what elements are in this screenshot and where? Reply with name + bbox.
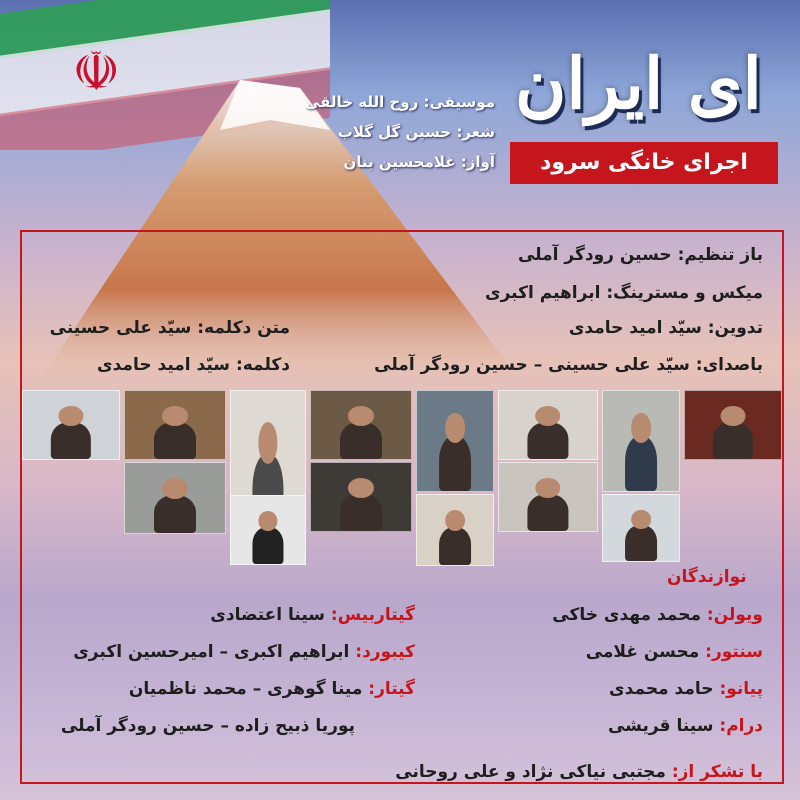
instrument-label: گیتار:: [368, 679, 415, 699]
credit-key: باصدای:: [695, 355, 763, 375]
flag-emblem-icon: ☫: [72, 40, 121, 103]
musician-guitar-2: [61, 716, 355, 736]
credit-value: روح الله خالقی: [304, 93, 419, 111]
musician-name: سینا اعتضادی: [210, 605, 325, 625]
credit-key: شعر:: [456, 123, 495, 141]
thanks-label: با تشکر از:: [671, 762, 763, 782]
instrument-label: درام:: [719, 716, 763, 736]
credit-editing: [569, 318, 763, 338]
credit-mixing: [485, 283, 763, 303]
credit-key: تدوین:: [707, 318, 763, 338]
credit-narration-text: [50, 318, 290, 338]
thanks-line: [395, 762, 763, 782]
instrument-label: کیبورد:: [355, 642, 415, 662]
credit-value: حسین گل گلاب: [337, 123, 452, 141]
credit-key: دکلمه:: [235, 355, 290, 375]
subtitle-banner: اجرای خانگی سرود: [510, 142, 778, 184]
musician-name: سینا قریشی: [607, 716, 714, 736]
instrument-label: پیانو:: [719, 679, 763, 699]
musician-name: ابراهیم اکبری – امیرحسین اکبری: [73, 642, 350, 662]
credit-value: سیّد امید حامدی: [97, 355, 231, 375]
musician-santour: [586, 642, 763, 662]
credit-key: متن دکلمه:: [197, 318, 290, 338]
credit-value: ابراهیم اکبری: [485, 283, 601, 303]
credit-narration: [97, 355, 290, 375]
musician-photo: [310, 462, 412, 532]
credit-vocals: [343, 153, 495, 171]
musician-name: پوریا ذبیح زاده – حسین رودگر آملی: [60, 716, 355, 736]
instrument-label: سنتور:: [705, 642, 763, 662]
credit-music: [305, 93, 495, 111]
credit-value: سیّد امید حامدی: [568, 318, 702, 338]
musician-photo: [124, 462, 226, 534]
musician-photo: [416, 390, 494, 492]
instrument-label: ویولن:: [706, 605, 763, 625]
musician-photo: [416, 494, 494, 566]
credit-voices: [374, 355, 763, 375]
musician-violin: [552, 605, 763, 625]
thanks-names: مجتبی نیاکی نژاد و علی روحانی: [395, 762, 666, 782]
musician-photo: [498, 462, 598, 532]
musician-guitar: [129, 679, 415, 699]
musician-bass: [210, 605, 415, 625]
musician-name: محمد مهدی خاکی: [552, 605, 701, 625]
credit-lyrics: [338, 123, 495, 141]
musician-name: محسن غلامی: [585, 642, 700, 662]
credit-key: آواز:: [460, 153, 495, 171]
credit-arrangement: [518, 245, 763, 265]
musician-name: حامد محمدی: [609, 679, 714, 699]
musician-keyboard: [73, 642, 415, 662]
credit-key: موسیقی:: [423, 93, 495, 111]
musician-photo: [310, 390, 412, 460]
musician-photo: [602, 494, 680, 562]
musician-photo: [684, 390, 782, 460]
musician-photo: [498, 390, 598, 460]
musician-photo: [124, 390, 226, 460]
instrument-label: گیتاربیس:: [330, 605, 415, 625]
credit-value: سیّد علی حسینی – حسین رودگر آملی: [374, 355, 690, 375]
musician-photo: [602, 390, 680, 492]
musicians-heading: نوازندگان: [667, 567, 747, 587]
musician-photo: [230, 495, 306, 565]
credit-value: حسین رودگر آملی: [517, 245, 672, 265]
credit-value: غلامحسین بنان: [343, 153, 456, 171]
credit-key: باز تنظیم:: [677, 245, 763, 265]
musician-piano: [609, 679, 763, 699]
poster-title: ای ایران: [514, 42, 762, 125]
musician-drums: [608, 716, 763, 736]
credit-value: سیّد علی حسینی: [49, 318, 192, 338]
musician-name: مینا گوهری – محمد ناظمیان: [128, 679, 363, 699]
musician-photo: [22, 390, 120, 460]
credit-key: میکس و مسترینگ:: [606, 283, 763, 303]
